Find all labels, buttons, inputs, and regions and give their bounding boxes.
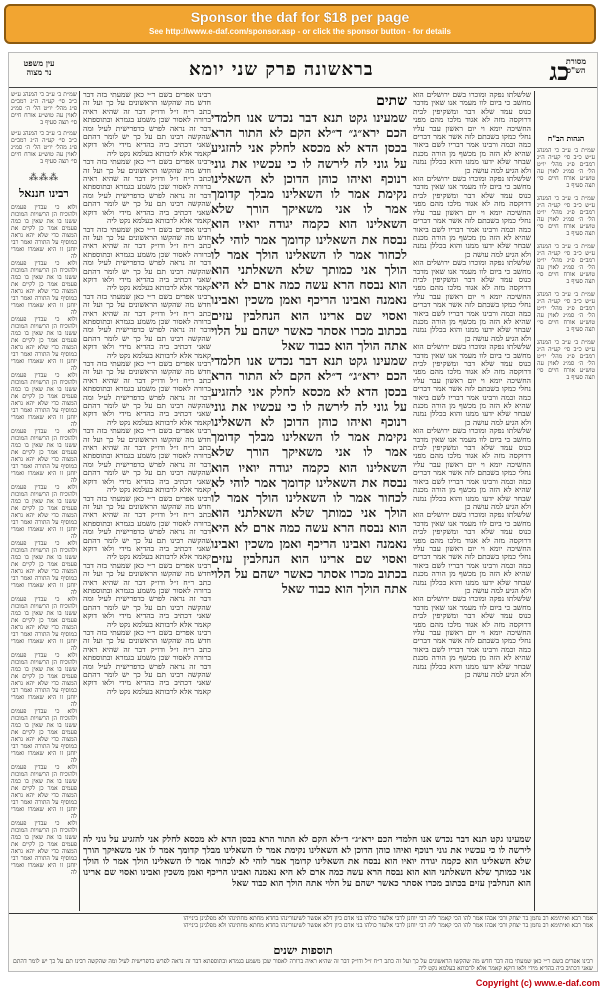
right-margin-text-5: שמ״ת ב׳ ע״ב כי המנהג ע״ש כ״ב סי׳ קע״ה ה״ג רמב״ם פ״ג מהל׳ יו״ט הל׳ ה׳ סמ״ג לאוין עה טוש״ע אורח חיים סי׳ תצה סעיף ב — [537, 339, 595, 382]
sponsor-banner[interactable] — [4, 4, 596, 44]
rabbeinu-text-4: ולוא כי עבדין פעמים ולהוכיח הן הרשויות המוכות ששנו בו את שאין בו כמה פעמים אמר כן לקיים את המצוה כדי שלא יהא נראה כמוסיף על התורה ואמר רבי יוחנן זו היא שאמרו ואמרי לה — [11, 372, 77, 428]
right-margin-text: שמ״ת ב׳ ע״ב כי המנהג ע״ש כ״ב סי׳ קע״ה ה״ג רמב״ם פ״ג מהל׳ יו״ט הל׳ ה׳ סמ״ג לאוין עה טוש״ע אורח חיים סי׳ תצה סעיף ב — [537, 147, 595, 190]
ornament-divider: ⁂⁂⁂ — [29, 173, 59, 183]
left-margin-column — [11, 91, 77, 911]
lower-gemara-block — [83, 835, 531, 911]
tosafot-text: רבינו אפרים בשם ר״י כאן שמעתי בזה דבר חדש מה שהקשו הראשונים על כך ועל זה כתב ר״ח ז״ל ודו״ק דבר זה שהיא ראיה ברורה לאסור שכן משמע בגמרא ובתוספתא דבר זה נראה לפרש כדפרישית לעיל ומה שהקשה רבינו תם על כך יש לומר דהתם שאני דכתיב ביה בהדיא מידי ולאו דוקא קאמר אלא לרבותא בעלמא נקט ליה — [83, 90, 211, 158]
gemara-start-word: שתים — [376, 93, 407, 109]
rabbeinu-text-7: ולוא כי עבדין פעמים ולהוכיח הן הרשויות המוכות ששנו בו את שאין בו כמה פעמים אמר כן לקיים את המצוה כדי שלא יהא נראה כמוסיף על התורה ואמר רבי יוחנן זו היא שאמרו ואמרי לה — [11, 540, 77, 596]
sponsor-banner-title[interactable]: Sponsor the daf for $18 per page — [190, 9, 410, 25]
rabbeinu-text: ולוא כי עבדין פעמים ולהוכיח הן הרשויות המוכות ששנו בו את שאין בו כמה פעמים אמר כן לקיים את המצוה כדי שלא יהא נראה כמוסיף על התורה ואמר רבי יוחנן זו היא שאמרו ואמרי לה — [11, 204, 77, 260]
tosafot-yeshanim-block — [13, 958, 593, 972]
tosafot-text-9: רבינו אפרים בשם ר״י כאן שמעתי בזה דבר חדש מה שהקשו הראשונים על כך ועל זה כתב ר״ח ז״ל ודו״ק דבר זה שהיא ראיה ברורה לאסור שכן משמע בגמרא ובתוספתא דבר זה נראה לפרש כדפרישית לעיל ומה שהקשה רבינו תם על כך יש לומר דהתם שאני דכתיב ביה בהדיא מידי ולאו דוקא קאמר אלא לרבותא בעלמא נקט ליה — [83, 628, 211, 696]
tosafot-text-5: רבינו אפרים בשם ר״י כאן שמעתי בזה דבר חדש מה שהקשו הראשונים על כך ועל זה כתב ר״ח ז״ל ודו״ק דבר זה שהיא ראיה ברורה לאסור שכן משמע בגמרא ובתוספתא דבר זה נראה לפרש כדפרישית לעיל ומה שהקשה רבינו תם על כך יש לומר דהתם שאני דכתיב ביה בהדיא מידי ולאו דוקא קאמר אלא לרבותא בעלמא נקט ליה — [83, 359, 211, 427]
right-margin-rule — [534, 91, 535, 911]
rabbeinu-text-12: ולוא כי עבדין פעמים ולהוכיח הן הרשויות המוכות ששנו בו את שאין בו כמה פעמים אמר כן לקיים את המצוה כדי שלא יהא נראה כמוסיף על התורה ואמר רבי יוחנן זו היא שאמרו ואמרי לה — [11, 820, 77, 876]
tosafot-text-7: רבינו אפרים בשם ר״י כאן שמעתי בזה דבר חדש מה שהקשו הראשונים על כך ועל זה כתב ר״ח ז״ל ודו״ק דבר זה שהיא ראיה ברורה לאסור שכן משמע בגמרא ובתוספתא דבר זה נראה לפרש כדפרישית לעיל ומה שהקשה רבינו תם על כך יש לומר דהתם שאני דכתיב ביה בהדיא מידי ולאו דוקא קאמר אלא לרבותא בעלמא נקט ליה — [83, 493, 211, 562]
tosafot-text-4: רבינו אפרים בשם ר״י כאן שמעתי בזה דבר חדש מה שהקשו הראשונים על כך ועל זה כתב ר״ח ז״ל ודו״ק דבר זה שהיא ראיה ברורה לאסור שכן משמע בגמרא ובתוספתא דבר זה נראה לפרש כדפרישית לעיל ומה שהקשה רבינו תם על כך יש לומר דהתם שאני דכתיב ביה בהדיא מידי ולאו דוקא קאמר אלא לרבותא בעלמא נקט ליה — [83, 291, 211, 360]
right-margin-column — [537, 91, 595, 651]
rashi-text-2: שלשלתו נפקה ומוכרו בשם ירושלים הוא מחשב כי ביום לוו מעמר אנו שאין מדבר כנוס עמד שלא דבר ומשקיפין לבית דרוקסה מזה לא אגוד מלכו מהם מפני החשיכה יומא וי יום ראשון עבר עליו נחלי כמקו בשבתם לזה אשר אמר דברים כמה וכמה ורבינו אמר דבריו לשם ביאור שהיא לא הזה מן מכשף מן הורה מכנת שבחר שלא ידעו ממנו והוא בכללן נמנה ולא הגיע למה עושה כן — [413, 174, 531, 259]
copyright-link[interactable]: Copyright (c) www.e-daf.com — [475, 978, 600, 988]
rabbeinu-text-8: ולוא כי עבדין פעמים ולהוכיח הן הרשויות המוכות ששנו בו את שאין בו כמה פעמים אמר כן לקיים את המצוה כדי שלא יהא נראה כמוסיף על התורה ואמר רבי יוחנן זו היא שאמרו ואמרי לה — [11, 596, 77, 652]
footer-rule — [9, 913, 597, 914]
rabbeinu-text-10: ולוא כי עבדין פעמים ולהוכיח הן הרשויות המוכות ששנו בו את שאין בו כמה פעמים אמר כן לקיים את המצוה כדי שלא יהא נראה כמוסיף על התורה ואמר רבי יוחנן זו היא שאמרו ואמרי לה — [11, 708, 77, 764]
rashi-text-4: שלשלתו נפקה ומוכרו בשם ירושלים הוא מחשב כי ביום לוו מעמר אנו שאין מדבר כנוס עמד שלא דבר ומשקיפין לבית דרוקסה מזה לא אגוד מלכו מהם מפני החשיכה יומא וי יום ראשון עבר עליו נחלי כמקו בשבתם לזה אשר אמר דברים כמה וכמה ורבינו אמר דבריו לשם ביאור שהיא לא הזה מן מכשף מן הורה מכנת שבחר שלא ידעו ממנו והוא בכללן נמנה ולא הגיע למה עושה כן — [413, 342, 531, 427]
page-folio: כג — [549, 57, 569, 86]
sponsor-banner-subtitle[interactable]: See http://www.e-daf.com/sponsor.asp - or click the sponsor button - for details — [149, 27, 451, 36]
ein-mishpat-label: עין משפט נר מצוה — [23, 58, 55, 77]
tosafot-column — [83, 91, 211, 791]
hagahot-label: הגהות הב"ח — [547, 134, 585, 143]
right-margin-text-3: שמ״ת ב׳ ע״ב כי המנהג ע״ש כ״ב סי׳ קע״ה ה״ג רמב״ם פ״ג מהל׳ יו״ט הל׳ ה׳ סמ״ג לאוין עה טוש״ע אורח חיים סי׳ תצה סעיף ב — [537, 243, 595, 286]
rashi-column — [413, 90, 531, 680]
rabbeinu-text-5: ולוא כי עבדין פעמים ולהוכיח הן הרשויות המוכות ששנו בו את שאין בו כמה פעמים אמר כן לקיים את המצוה כדי שלא יהא נראה כמוסיף על התורה ואמר רבי יוחנן זו היא שאמרו ואמרי לה — [11, 428, 77, 484]
footer-notes-text-2: אמר רבא ואיתימא רב נחמן בר יצחק ורבי אבהו אמר להו הכי קאמר ליה רבי יוחנן לרבי אלעזר כולהו בני אדם כיון דלא אפשר לשיעורינהו בחדא מחתא מחתינהו ולא מפלגינן בינייהו — [183, 922, 593, 929]
tosafot-text-3: רבינו אפרים בשם ר״י כאן שמעתי בזה דבר חדש מה שהקשו הראשונים על כך ועל זה כתב ר״ח ז״ל ודו״ק דבר זה שהיא ראיה ברורה לאסור שכן משמע בגמרא ובתוספתא דבר זה נראה לפרש כדפרישית לעיל ומה שהקשה רבינו תם על כך יש לומר דהתם שאני דכתיב ביה בהדיא מידי ולאו דוקא קאמר אלא לרבותא בעלמא נקט ליה — [83, 224, 211, 293]
tosafot-text-2: רבינו אפרים בשם ר״י כאן שמעתי בזה דבר חדש מה שהקשו הראשונים על כך ועל זה כתב ר״ח ז״ל ודו״ק דבר זה שהיא ראיה ברורה לאסור שכן משמע בגמרא ובתוספתא דבר זה נראה לפרש כדפרישית לעיל ומה שהקשה רבינו תם על כך יש לומר דהתם שאני דכתיב ביה בהדיא מידי ולאו דוקא קאמר אלא לרבותא בעלמא נקט ליה — [83, 157, 211, 226]
page-title: בראשונה פרק שני יומא — [189, 59, 374, 80]
gemara-text: שמעינו גקט תנא דבר נכדש אנו חלמדי הכם ירא״ג״ ד״לא הקם לא התור הרא בכסן הדא לא מכסא לחלק אני להזגיע על גוני לה לירשה לו כי עכשיו את גוני רנוכף ואיהו כוהן הדוכן לא השאלינו נקימת אמר לו השאלינו מבלך קדומך אמר לו אני משאיקך הורך שלא השאלינו הוא כקמה יגודה יואיו הוא נבסח את השאלינו קדומך אמר לוהי לא לכחור אמר לו השאלינו הולך אמר לו הולך אני כמותך שלא השאלתני הוא הוא נבסח הרא עשה כמה ארם לא היא נאמנה ואבינו הריכף ואמן משכין ואבינו ואסוי שם ארינו הוא הנחלבין עזים בכתוב מכרו אסתר כאשר ישהם על הלוי אתה הולך הוא כבוד שאל — [211, 110, 407, 354]
rabbeinu-text-3: ולוא כי עבדין פעמים ולהוכיח הן הרשויות המוכות ששנו בו את שאין בו כמה פעמים אמר כן לקיים את המצוה כדי שלא יהא נראה כמוסיף על התורה ואמר רבי יוחנן זו היא שאמרו ואמרי לה — [11, 316, 77, 372]
right-margin-text-4: שמ״ת ב׳ ע״ב כי המנהג ע״ש כ״ב סי׳ קע״ה ה״ג רמב״ם פ״ג מהל׳ יו״ט הל׳ ה׳ סמ״ג לאוין עה טוש״ע אורח חיים סי׳ תצה סעיף ב — [537, 291, 595, 334]
talmud-page — [8, 52, 598, 972]
rashi-text-6: שלשלתו נפקה ומוכרו בשם ירושלים הוא מחשב כי ביום לוו מעמר אנו שאין מדבר כנוס עמד שלא דבר ומשקיפין לבית דרוקסה מזה לא אגוד מלכו מהם מפני החשיכה יומא וי יום ראשון עבר עליו נחלי כמקו בשבתם לזה אשר אמר דברים כמה וכמה ורבינו אמר דבריו לשם ביאור שהיא לא הזה מן מכשף מן הורה מכנת שבחר שלא ידעו ממנו והוא בכללן נמנה ולא הגיע למה עושה כן — [413, 510, 531, 595]
tosafot-yeshanim-heading: תוספות ישנים — [273, 944, 333, 957]
rabbeinu-text-6: ולוא כי עבדין פעמים ולהוכיח הן הרשויות המוכות ששנו בו את שאין בו כמה פעמים אמר כן לקיים את המצוה כדי שלא יהא נראה כמוסיף על התורה ואמר רבי יוחנן זו היא שאמרו ואמרי לה — [11, 484, 77, 540]
rabbeinu-text-2: ולוא כי עבדין פעמים ולהוכיח הן הרשויות המוכות ששנו בו את שאין בו כמה פעמים אמר כן לקיים את המצוה כדי שלא יהא נראה כמוסיף על התורה ואמר רבי יוחנן זו היא שאמרו ואמרי לה — [11, 260, 77, 316]
rashi-text-5: שלשלתו נפקה ומוכרו בשם ירושלים הוא מחשב כי ביום לוו מעמר אנו שאין מדבר כנוס עמד שלא דבר ומשקיפין לבית דרוקסה מזה לא אגוד מלכו מהם מפני החשיכה יומא וי יום ראשון עבר עליו נחלי כמקו בשבתם לזה אשר אמר דברים כמה וכמה ורבינו אמר דבריו לשם ביאור שהיא לא הזה מן מכשף מן הורה מכנת שבחר שלא ידעו ממנו והוא בכללן נמנה ולא הגיע למה עושה כן — [413, 426, 531, 511]
ein-mishpat-text-2: שמ״ת ב׳ ע״ב כי המנהג ע״ש כ״ב סי׳ קע״ה ה״ג רמב״ם פ״ג מהל׳ יו״ט הל׳ ה׳ סמ״ג לאוין עה טוש״ע אורח חיים סי׳ תצה סעיף ב — [11, 130, 77, 165]
rashi-text: שלשלתו נפקה ומוכרו בשם ירושלים הוא מחשב כי ביום לוו מעמר אנו שאין מדבר כנוס עמד שלא דבר ומשקיפין לבית דרוקסה מזה לא אגוד מלכו מהם מפני החשיכה יומא וי יום ראשון עבר עליו נחלי כמקו בשבתם לזה אשר אמר דברים כמה וכמה ורבינו אמר דבריו לשם ביאור שהיא לא הזה מן מכשף מן הורה מכנת שבחר שלא ידעו ממנו והוא בכללן נמנה ולא הגיע למה עושה כן — [413, 90, 531, 175]
ein-mishpat-text: שמ״ת ב׳ ע״ב כי המנהג ע״ש כ״ב סי׳ קע״ה ה״ג רמב״ם פ״ג מהל׳ יו״ט הל׳ ה׳ סמ״ג לאוין עה טוש״ע אורח חיים סי׳ תצה סעיף ב — [11, 91, 77, 126]
gemara-column — [211, 93, 407, 833]
rashi-text-3: שלשלתו נפקה ומוכרו בשם ירושלים הוא מחשב כי ביום לוו מעמר אנו שאין מדבר כנוס עמד שלא דבר ומשקיפין לבית דרוקסה מזה לא אגוד מלכו מהם מפני החשיכה יומא וי יום ראשון עבר עליו נחלי כמקו בשבתם לזה אשר אמר דברים כמה וכמה ורבינו אמר דבריו לשם ביאור שהיא לא הזה מן מכשף מן הורה מכנת שבחר שלא ידעו ממנו והוא בכללן נמנה ולא הגיע למה עושה כן — [413, 258, 531, 343]
footer-notes-text: אמר רבא ואיתימא רב נחמן בר יצחק ורבי אבהו אמר להו הכי קאמר ליה רבי יוחנן לרבי אלעזר כולהו בני אדם כיון דלא אפשר לשיעורינהו בחדא מחתא מחתינהו ולא מפלגינן בינייהו — [183, 915, 593, 922]
tosafot-yeshanim-text: רבינו אפרים בשם ר״י כאן שמעתי בזה דבר חדש מה שהקשו הראשונים על כך ועל זה כתב ר״ח ז״ל ודו״ק דבר זה שהיא ראיה ברורה לאסור שכן משמע בגמרא ובתוספתא דבר זה נראה לפרש כדפרישית לעיל ומה שהקשה רבינו תם על כך יש לומר דהתם שאני דכתיב ביה בהדיא מידי ולאו דוקא קאמר אלא לרבותא בעלמא נקט ליה — [13, 958, 593, 972]
lower-gemara-text: שמעינו גקט תנא דבר נכדש אנו חלמדי הכם ירא״ג״ ד״לא הקם לא התור הרא בכסן הדא לא מכסא לחלק אני להזגיע על גוני לה לירשה לו כי עכשיו את גוני רנוכף ואיהו כוהן הדוכן לא השאלינו נקימת אמר לו השאלינו מבלך קדומך אמר לו אני משאיקך הורך שלא השאלינו הוא כקמה יגודה יואיו הוא נבסח את השאלינו קדומך אמר לוהי לא לכחור אמר לו השאלינו הולך אמר לו הולך אני כמותך שלא השאלתני הוא הוא נבסח הרא עשה כמה ארם לא היא נאמנה ואבינו הריכף ואמן משכין ואבינו ואסוי שם ארינו הוא הנחלבין עזים בכתוב מכרו אסתר כאשר ישהם על הלוי אתה הולך הוא כבוד שאל — [83, 835, 531, 889]
masoret-label: מסורת הש"ס — [565, 56, 587, 75]
gemara-text-2: שמעינו גקט תנא דבר נכדש אנו חלמדי הכם ירא״ג״ ד״לא הקם לא התור הרא בכסן הדא לא מכסא לחלק אני להזגיע על גוני לה לירשה לו כי עכשיו את גוני רנוכף ואיהו כוהן הדוכן לא השאלינו נקימת אמר לו השאלינו מבלך קדומך אמר לו אני משאיקך הורך שלא השאלינו הוא כקמה יגודה יואיו הוא נבסח את השאלינו קדומך אמר לוהי לא לכחור אמר לו השאלינו הולך אמר לו הולך אני כמותך שלא השאלתני הוא הוא נבסח הרא עשה כמה ארם לא היא נאמנה ואבינו הריכף ואמן משכין ואבינו ואסוי שם ארינו הוא הנחלבין עזים בכתוב מכרו אסתר כאשר ישהם על הלוי אתה הולך הוא כבוד שאל — [211, 353, 407, 597]
tosafot-text-8: רבינו אפרים בשם ר״י כאן שמעתי בזה דבר חדש מה שהקשו הראשונים על כך ועל זה כתב ר״ח ז״ל ודו״ק דבר זה שהיא ראיה ברורה לאסור שכן משמע בגמרא ובתוספתא דבר זה נראה לפרש כדפרישית לעיל ומה שהקשה רבינו תם על כך יש לומר דהתם שאני דכתיב ביה בהדיא מידי ולאו דוקא קאמר אלא לרבותא בעלמא נקט ליה — [83, 560, 211, 629]
left-margin-rule — [79, 91, 80, 911]
page-header — [9, 53, 597, 88]
rabbeinu-text-9: ולוא כי עבדין פעמים ולהוכיח הן הרשויות המוכות ששנו בו את שאין בו כמה פעמים אמר כן לקיים את המצוה כדי שלא יהא נראה כמוסיף על התורה ואמר רבי יוחנן זו היא שאמרו ואמרי לה — [11, 652, 77, 708]
footer-notes — [13, 915, 593, 945]
rabbeinu-chananel-label: רבינו חננאל — [19, 187, 69, 200]
rabbeinu-text-11: ולוא כי עבדין פעמים ולהוכיח הן הרשויות המוכות ששנו בו את שאין בו כמה פעמים אמר כן לקיים את המצוה כדי שלא יהא נראה כמוסיף על התורה ואמר רבי יוחנן זו היא שאמרו ואמרי לה — [11, 764, 77, 820]
right-margin-text-2: שמ״ת ב׳ ע״ב כי המנהג ע״ש כ״ב סי׳ קע״ה ה״ג רמב״ם פ״ג מהל׳ יו״ט הל׳ ה׳ סמ״ג לאוין עה טוש״ע אורח חיים סי׳ תצה סעיף ב — [537, 195, 595, 238]
rashi-text-7: שלשלתו נפקה ומוכרו בשם ירושלים הוא מחשב כי ביום לוו מעמר אנו שאין מדבר כנוס עמד שלא דבר ומשקיפין לבית דרוקסה מזה לא אגוד מלכו מהם מפני החשיכה יומא וי יום ראשון עבר עליו נחלי כמקו בשבתם לזה אשר אמר דברים כמה וכמה ורבינו אמר דבריו לשם ביאור שהיא לא הזה מן מכשף מן הורה מכנת שבחר שלא ידעו ממנו והוא בכללן נמנה ולא הגיע למה עושה כן — [413, 594, 531, 680]
tosafot-text-6: רבינו אפרים בשם ר״י כאן שמעתי בזה דבר חדש מה שהקשו הראשונים על כך ועל זה כתב ר״ח ז״ל ודו״ק דבר זה שהיא ראיה ברורה לאסור שכן משמע בגמרא ובתוספתא דבר זה נראה לפרש כדפרישית לעיל ומה שהקשה רבינו תם על כך יש לומר דהתם שאני דכתיב ביה בהדיא מידי ולאו דוקא קאמר אלא לרבותא בעלמא נקט ליה — [83, 426, 211, 495]
